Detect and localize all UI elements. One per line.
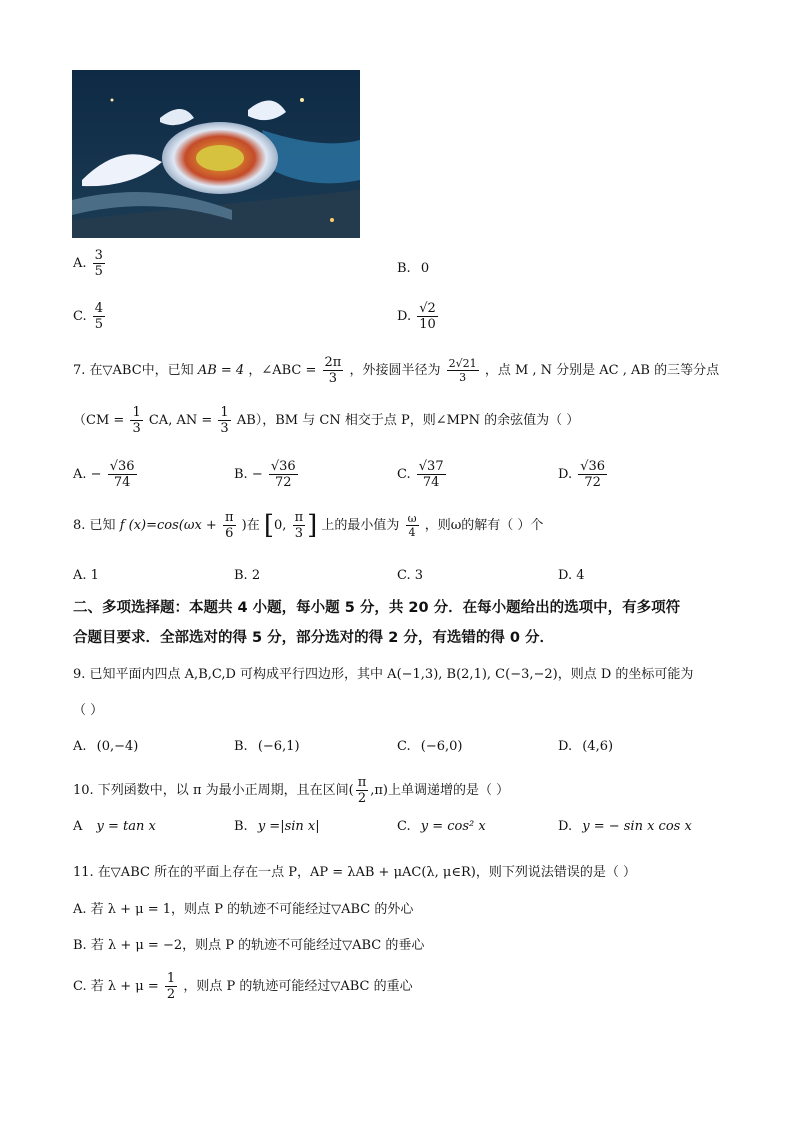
fraction bbox=[447, 358, 479, 383]
option-label: B. bbox=[234, 819, 248, 834]
stadium-illustration bbox=[72, 70, 360, 238]
fraction bbox=[323, 356, 344, 385]
numerator: π bbox=[224, 510, 234, 525]
option-label: D. bbox=[558, 819, 573, 834]
q11-option-c bbox=[73, 972, 413, 1001]
fraction bbox=[578, 460, 607, 489]
q8-line bbox=[73, 511, 543, 540]
q7-line1 bbox=[73, 356, 719, 385]
q7-cm: （CM = bbox=[73, 413, 125, 428]
q7-option-a bbox=[73, 460, 139, 489]
q10-option-b bbox=[234, 820, 320, 833]
numerator: π bbox=[357, 775, 367, 790]
option-label: D. bbox=[397, 309, 412, 324]
numerator: √37 bbox=[418, 459, 444, 474]
q10-option-c bbox=[397, 820, 486, 833]
numerator: ω bbox=[407, 512, 417, 525]
option-label: C. bbox=[397, 467, 411, 482]
q9-option-d bbox=[558, 740, 613, 753]
fraction bbox=[356, 776, 369, 805]
numerator: π bbox=[294, 510, 304, 525]
option-sign: − bbox=[90, 467, 102, 482]
q10-option-a bbox=[73, 820, 156, 833]
q11-line: 11. 在▽ABC 所在的平面上存在一点 P，AP = λAB + μAC(λ, μ∈R)，则下列说法错误的是（ ） bbox=[73, 865, 636, 880]
denominator: 10 bbox=[419, 317, 436, 332]
q7-an: CA, AN = bbox=[148, 413, 213, 428]
q8-option-c: C. 3 bbox=[397, 568, 424, 583]
denominator: 5 bbox=[94, 264, 103, 279]
q7-option-d bbox=[558, 460, 609, 489]
option-label: D. bbox=[558, 739, 573, 754]
q11-c-prefix: C. 若 λ + μ = bbox=[73, 979, 159, 994]
fraction bbox=[293, 511, 306, 540]
q7-angle: ，∠ABC = bbox=[248, 363, 317, 378]
option-value: (0,−4) bbox=[96, 739, 139, 754]
denominator: 3 bbox=[459, 371, 467, 384]
left-bracket: [ bbox=[263, 510, 275, 541]
denominator: 74 bbox=[113, 475, 131, 490]
fraction bbox=[417, 460, 446, 489]
option-label: B. bbox=[234, 739, 248, 754]
q7-tail: AB），BM 与 CN 相交于点 P，则∠MPN 的余弦值为（ ） bbox=[236, 413, 580, 428]
fraction bbox=[417, 302, 438, 331]
q8-function: f (x)=cos(ωx + bbox=[119, 518, 217, 533]
numerator: 1 bbox=[166, 971, 176, 986]
denominator: 4 bbox=[408, 526, 416, 539]
denominator: 6 bbox=[225, 526, 234, 541]
q8-interval-start: 0, bbox=[274, 518, 287, 533]
q7-line2 bbox=[73, 406, 579, 435]
denominator: 5 bbox=[94, 317, 104, 332]
prev-option-c bbox=[73, 302, 107, 331]
numerator: 2√21 bbox=[448, 357, 477, 370]
right-bracket: ] bbox=[307, 510, 318, 541]
q7-radius-text: ，外接圆半径为 bbox=[349, 363, 441, 378]
option-value: (−6,1) bbox=[257, 739, 300, 754]
fraction bbox=[130, 406, 142, 435]
option-label: B. bbox=[234, 467, 248, 482]
q8-option-b: B. 2 bbox=[234, 568, 261, 583]
option-label: A. bbox=[73, 256, 87, 271]
denominator: 2 bbox=[166, 987, 176, 1002]
option-value: 0 bbox=[420, 261, 430, 276]
prev-option-b bbox=[397, 262, 429, 275]
q9-option-c bbox=[397, 740, 462, 753]
q10-suffix: ,π)上单调递增的是（ ） bbox=[370, 783, 510, 798]
section2-line1: 二、多项选择题：本题共 4 小题，每小题 5 分，共 20 分．在每小题给出的选项中，有多项符 bbox=[73, 600, 681, 616]
section2-line2: 合题目要求．全部选对的得 5 分，部分选对的得 2 分，有选错的得 0 分． bbox=[73, 630, 555, 646]
q7-points-text: ，点 M , N 分别是 AC , AB 的三等分点 bbox=[484, 363, 720, 378]
option-label: D. bbox=[558, 467, 573, 482]
q11-option-a: A. 若 λ + μ = 1，则点 P 的轨迹不可能经过▽ABC 的外心 bbox=[73, 902, 414, 917]
option-label: A. bbox=[73, 467, 87, 482]
q7-option-c bbox=[397, 460, 448, 489]
option-value: (4,6) bbox=[582, 739, 614, 754]
option-label: A. bbox=[73, 739, 87, 754]
numerator: 1 bbox=[132, 405, 141, 420]
option-label: A bbox=[73, 819, 83, 834]
denominator: 3 bbox=[132, 421, 141, 436]
option-value: y = − sin x cos x bbox=[582, 819, 692, 834]
q8-prefix: 8. 已知 bbox=[73, 518, 116, 533]
numerator: √2 bbox=[419, 301, 436, 316]
stadium-photo bbox=[72, 70, 360, 238]
q8-after-func: )在 bbox=[241, 518, 260, 533]
option-label: C. bbox=[397, 819, 411, 834]
denominator: 72 bbox=[584, 475, 601, 490]
numerator: √36 bbox=[270, 459, 296, 474]
option-value: (−6,0) bbox=[420, 739, 463, 754]
q8-min-text: 上的最小值为 bbox=[321, 518, 400, 533]
numerator: √36 bbox=[109, 459, 135, 474]
q8-tail: ，则ω的解有（ ）个 bbox=[424, 518, 544, 533]
option-value: y =|sin x| bbox=[257, 819, 320, 834]
numerator: 3 bbox=[94, 248, 103, 263]
option-sign: − bbox=[251, 467, 263, 482]
q9-line1: 9. 已知平面内四点 A,B,C,D 可构成平行四边形，其中 A(−1,3), B(2,1), C(−3,−2)，则点 D 的坐标可能为 bbox=[73, 667, 694, 682]
q7-option-b bbox=[234, 460, 300, 489]
prev-option-a bbox=[73, 249, 107, 278]
q9-option-a bbox=[73, 740, 138, 753]
fraction bbox=[223, 511, 236, 540]
option-value: y = tan x bbox=[96, 819, 156, 834]
denominator: 3 bbox=[220, 421, 229, 436]
q8-option-a: A. 1 bbox=[73, 568, 99, 583]
q11-option-b: B. 若 λ + μ = −2，则点 P 的轨迹不可能经过▽ABC 的垂心 bbox=[73, 938, 425, 953]
option-label: C. bbox=[397, 739, 411, 754]
numerator: 4 bbox=[94, 301, 104, 316]
q11-c-suffix: ，则点 P 的轨迹可能经过▽ABC 的重心 bbox=[183, 979, 413, 994]
q7-text: 7. 在▽ABC中，已知 bbox=[73, 363, 194, 378]
denominator: 74 bbox=[422, 475, 440, 490]
option-label: C. bbox=[73, 309, 87, 324]
denominator: 2 bbox=[357, 791, 367, 806]
numerator: √36 bbox=[580, 459, 606, 474]
denominator: 72 bbox=[275, 475, 292, 490]
fraction bbox=[93, 249, 105, 278]
fraction bbox=[108, 460, 137, 489]
denominator: 3 bbox=[328, 371, 338, 386]
numerator: 1 bbox=[220, 405, 229, 420]
fraction bbox=[93, 302, 105, 331]
q10-line bbox=[73, 776, 509, 805]
prev-option-d bbox=[397, 302, 440, 331]
fraction bbox=[269, 460, 298, 489]
q8-option-d: D. 4 bbox=[558, 568, 585, 583]
q10-option-d bbox=[558, 820, 692, 833]
numerator: 2π bbox=[324, 355, 342, 370]
q9-option-b bbox=[234, 740, 300, 753]
fraction bbox=[406, 513, 419, 538]
option-value: y = cos² x bbox=[420, 819, 486, 834]
q9-line2: （ ） bbox=[73, 703, 104, 718]
q7-ab: AB = 4 bbox=[197, 363, 245, 378]
fraction bbox=[165, 972, 177, 1001]
q10-prefix: 10. 下列函数中，以 π 为最小正周期，且在区间( bbox=[73, 783, 354, 798]
fraction bbox=[218, 406, 230, 435]
option-label: B. bbox=[397, 261, 411, 276]
denominator: 3 bbox=[294, 526, 303, 541]
